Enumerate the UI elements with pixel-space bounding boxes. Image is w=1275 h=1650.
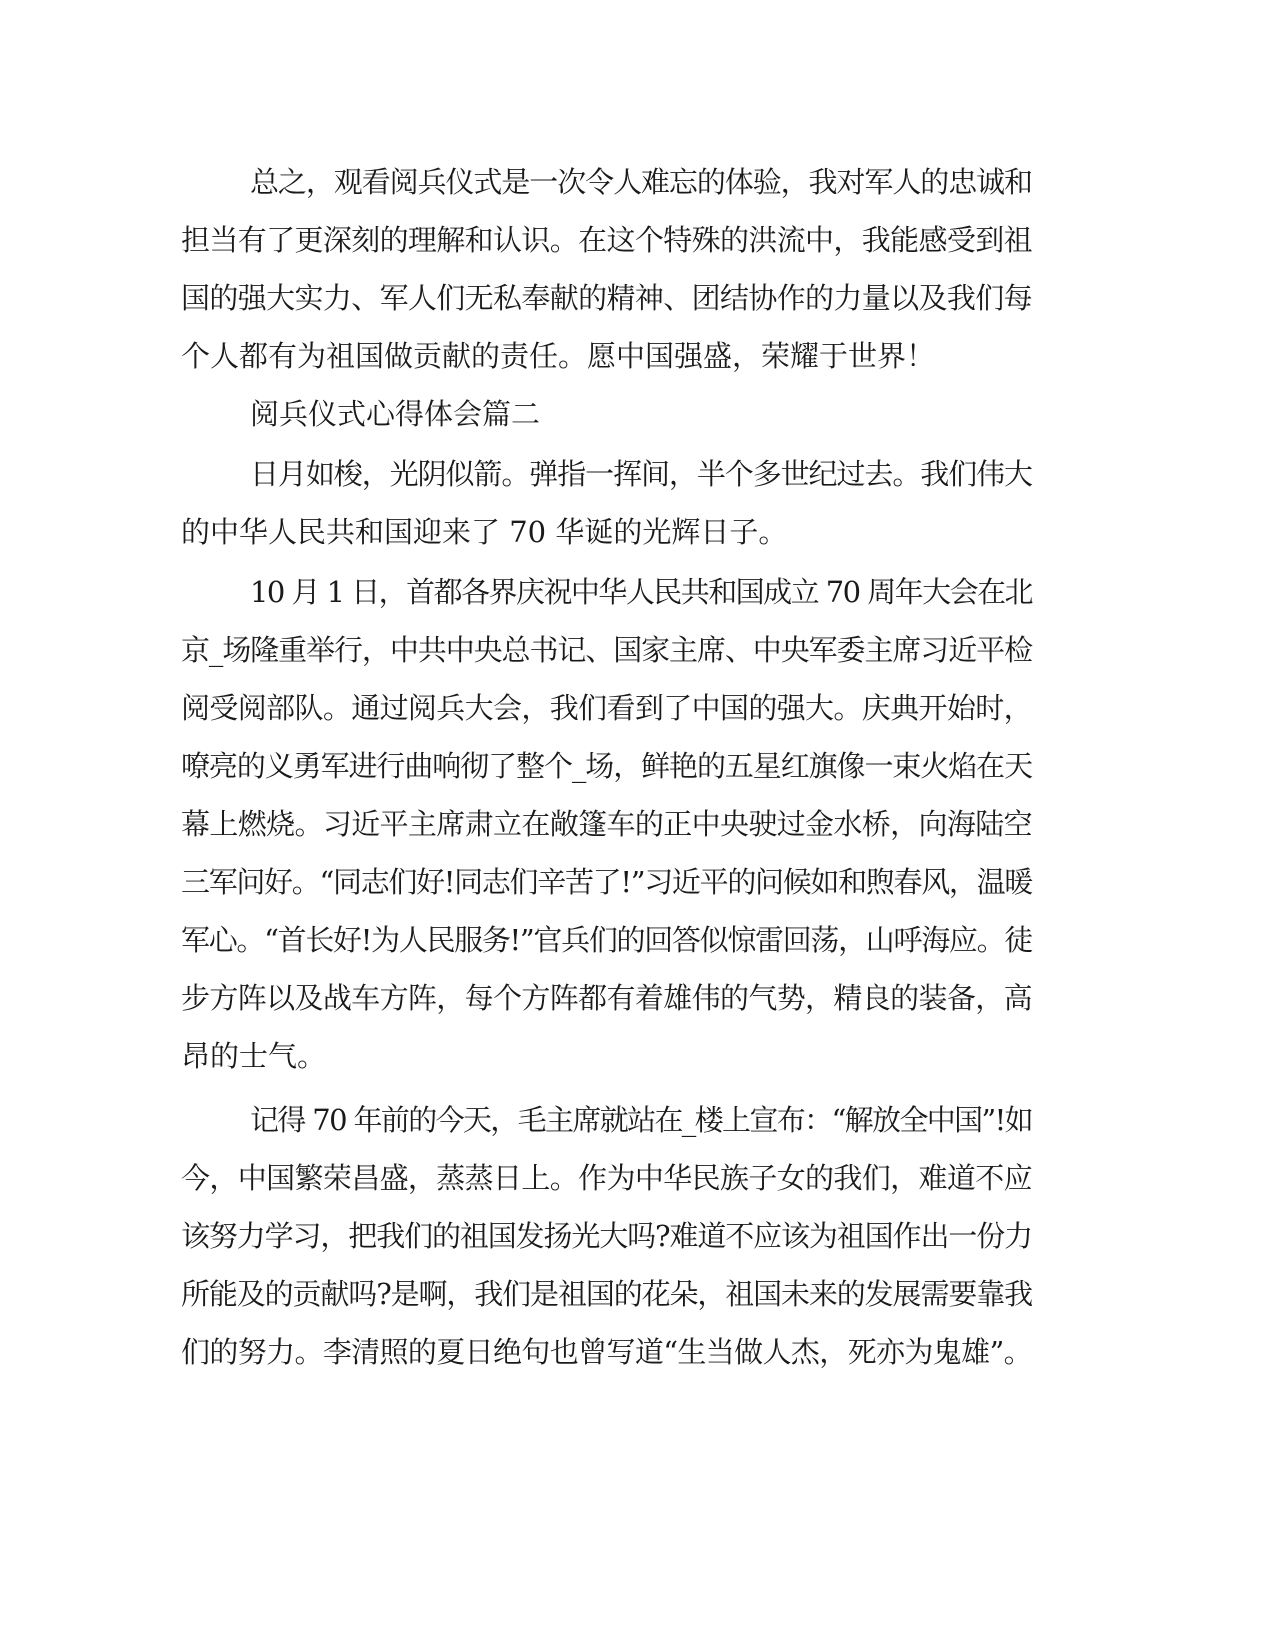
text-line [0,968,1275,1028]
line-text: 担当有了更深刻的理解和认识。在这个特殊的洪流中，我能感受到祖 [181,223,1032,257]
text-line [0,210,1275,270]
line-text: 总之，观看阅兵仪式是一次令人难忘的体验，我对军人的忠诚和 [250,165,1032,199]
line-text: 幕上燃烧。习近平主席肃立在敞篷车的正中央驶过金水桥，向海陆空 [181,807,1032,841]
text-line [0,1148,1275,1208]
line-text: 步方阵以及战车方阵，每个方阵都有着雄伟的气势，精良的装备，高 [181,981,1032,1015]
text-line [0,444,1275,504]
text-line [0,1322,1275,1382]
line-text: 的中华人民共和国迎来了 70 华诞的光辉日子。 [181,515,788,549]
text-line [0,502,1275,562]
line-text: 三军问好。“同志们好!同志们辛苦了!”习近平的问候如和煦春风，温暖 [181,865,1032,899]
line-text: 阅兵仪式心得体会篇二 [250,397,541,431]
line-text: 国的强大实力、军人们无私奉献的精神、团结协作的力量以及我们每 [181,281,1032,315]
text-line [0,794,1275,854]
line-text: 记得 70 年前的今天，毛主席就站在_楼上宣布：“解放全中国”!如 [250,1103,1032,1137]
text-line [0,852,1275,912]
line-text: 军心。“首长好!为人民服务!”官兵们的回答似惊雷回荡，山呼海应。徒 [181,923,1032,957]
text-line [0,268,1275,328]
line-text: 们的努力。李清照的夏日绝句也曾写道“生当做人杰，死亦为鬼雄”。 [181,1335,1032,1369]
text-line [0,1090,1275,1150]
text-line [0,1206,1275,1266]
line-text: 10 月 1 日，首都各界庆祝中华人民共和国成立 70 周年大会在北 [250,575,1032,609]
text-line [0,152,1275,212]
line-text: 阅受阅部队。通过阅兵大会，我们看到了中国的强大。庆典开始时， [181,691,1032,725]
text-line [0,678,1275,738]
text-line [0,910,1275,970]
line-text: 该努力学习，把我们的祖国发扬光大吗?难道不应该为祖国作出一份力 [181,1219,1032,1253]
text-line [0,1026,1275,1086]
text-line [0,736,1275,796]
line-text: 京_场隆重举行，中共中央总书记、国家主席、中央军委主席习近平检 [181,633,1032,667]
line-text: 所能及的贡献吗?是啊，我们是祖国的花朵，祖国未来的发展需要靠我 [181,1277,1032,1311]
section-heading [0,384,1275,444]
text-line [0,562,1275,622]
text-line [0,1264,1275,1324]
line-text: 今，中国繁荣昌盛，蒸蒸日上。作为中华民族子女的我们，难道不应 [181,1161,1032,1195]
line-text: 昂的士气。 [181,1039,327,1073]
line-text: 个人都有为祖国做贡献的责任。愿中国强盛，荣耀于世界！ [181,339,936,373]
text-line [0,620,1275,680]
line-text: 日月如梭，光阴似箭。弹指一挥间，半个多世纪过去。我们伟大 [250,457,1032,491]
text-line [0,326,1275,386]
line-text: 嘹亮的义勇军进行曲响彻了整个_场，鲜艳的五星红旗像一束火焰在天 [181,749,1032,783]
